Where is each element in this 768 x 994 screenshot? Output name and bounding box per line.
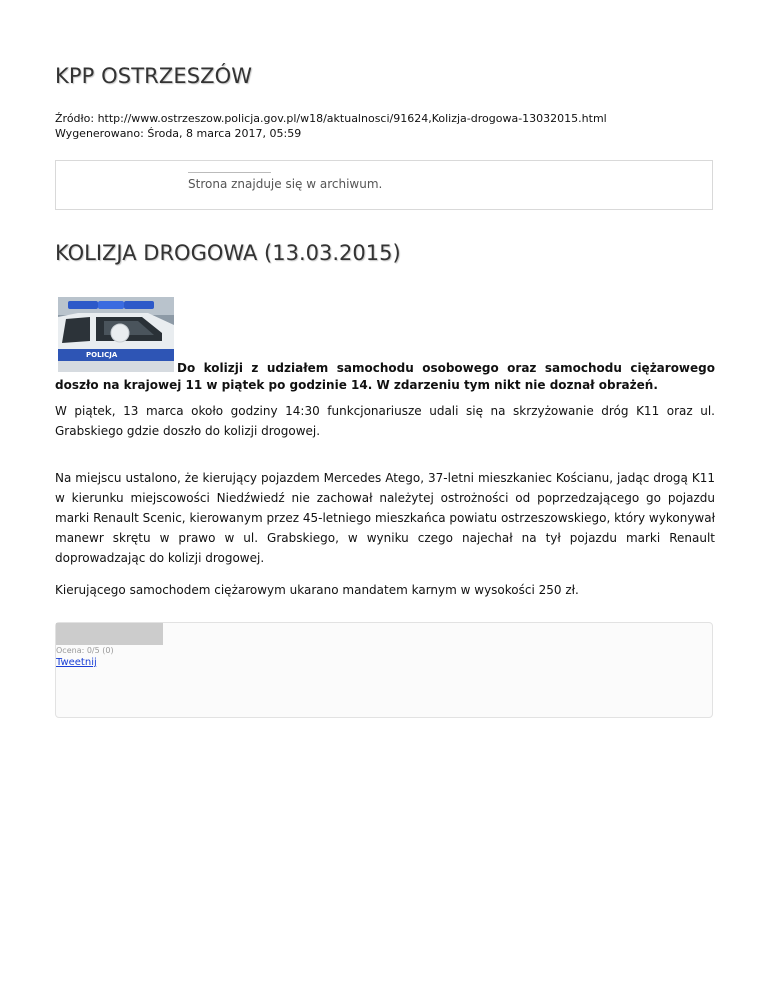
article-paragraph: Na miejscu ustalono, że kierujący pojazdem Mercedes Atego, 37-letni mieszkaniec Kościanu, jadąc drogą K11 w kierunku miejscowości Niedźwiedź nie zachował należytej ostrożności od poprzedzającego go pojazdu marki Renault Scenic, kierowanym przez 45-letniego mieszkańca powiatu ostrzeszowskiego, który wykonywał manewr skrętu w prawo w ul. Grabskiego, w wyniku czego najechał na tył pojazdu marki Renault doprowadzając do kolizji drogowej. xyxy=(55,471,715,565)
archive-notice-box xyxy=(55,160,713,210)
rating-box xyxy=(55,622,713,718)
thumbnail-caption: POLICJA xyxy=(86,351,118,359)
rating-label: Ocena: 0/5 (0) xyxy=(56,646,114,655)
article-paragraph: Kierującego samochodem ciężarowym ukarano mandatem karnym w wysokości 250 zł. xyxy=(55,583,579,597)
source-line: Źródło: http://www.ostrzeszow.policja.gov.pl/w18/aktualnosci/91624,Kolizja-drogowa-13032015.html xyxy=(55,112,607,125)
article-lead xyxy=(55,360,715,394)
tweet-link[interactable]: Tweetnij xyxy=(56,657,97,668)
document-meta xyxy=(55,111,607,141)
archive-divider xyxy=(188,172,271,173)
article-title: KOLIZJA DROGOWA (13.03.2015) xyxy=(55,241,401,265)
lead-text: Do kolizji z udziałem samochodu osobowego oraz samochodu ciężarowego doszło na krajowej 11 w piątek po godzinie 14. W zdarzeniu tym nikt nie doznał obrażeń. xyxy=(55,361,715,392)
generated-line: Wygenerowano: Środa, 8 marca 2017, 05:59 xyxy=(55,127,302,140)
site-title: KPP OSTRZESZÓW xyxy=(55,64,253,88)
rating-stars-widget[interactable] xyxy=(56,623,163,645)
archive-notice: Strona znajduje się w archiwum. xyxy=(188,177,383,191)
article-paragraph: W piątek, 13 marca około godziny 14:30 funkcjonariusze udali się na skrzyżowanie dróg K11 oraz ul. Grabskiego gdzie doszło do kolizji drogowej. xyxy=(55,404,715,438)
